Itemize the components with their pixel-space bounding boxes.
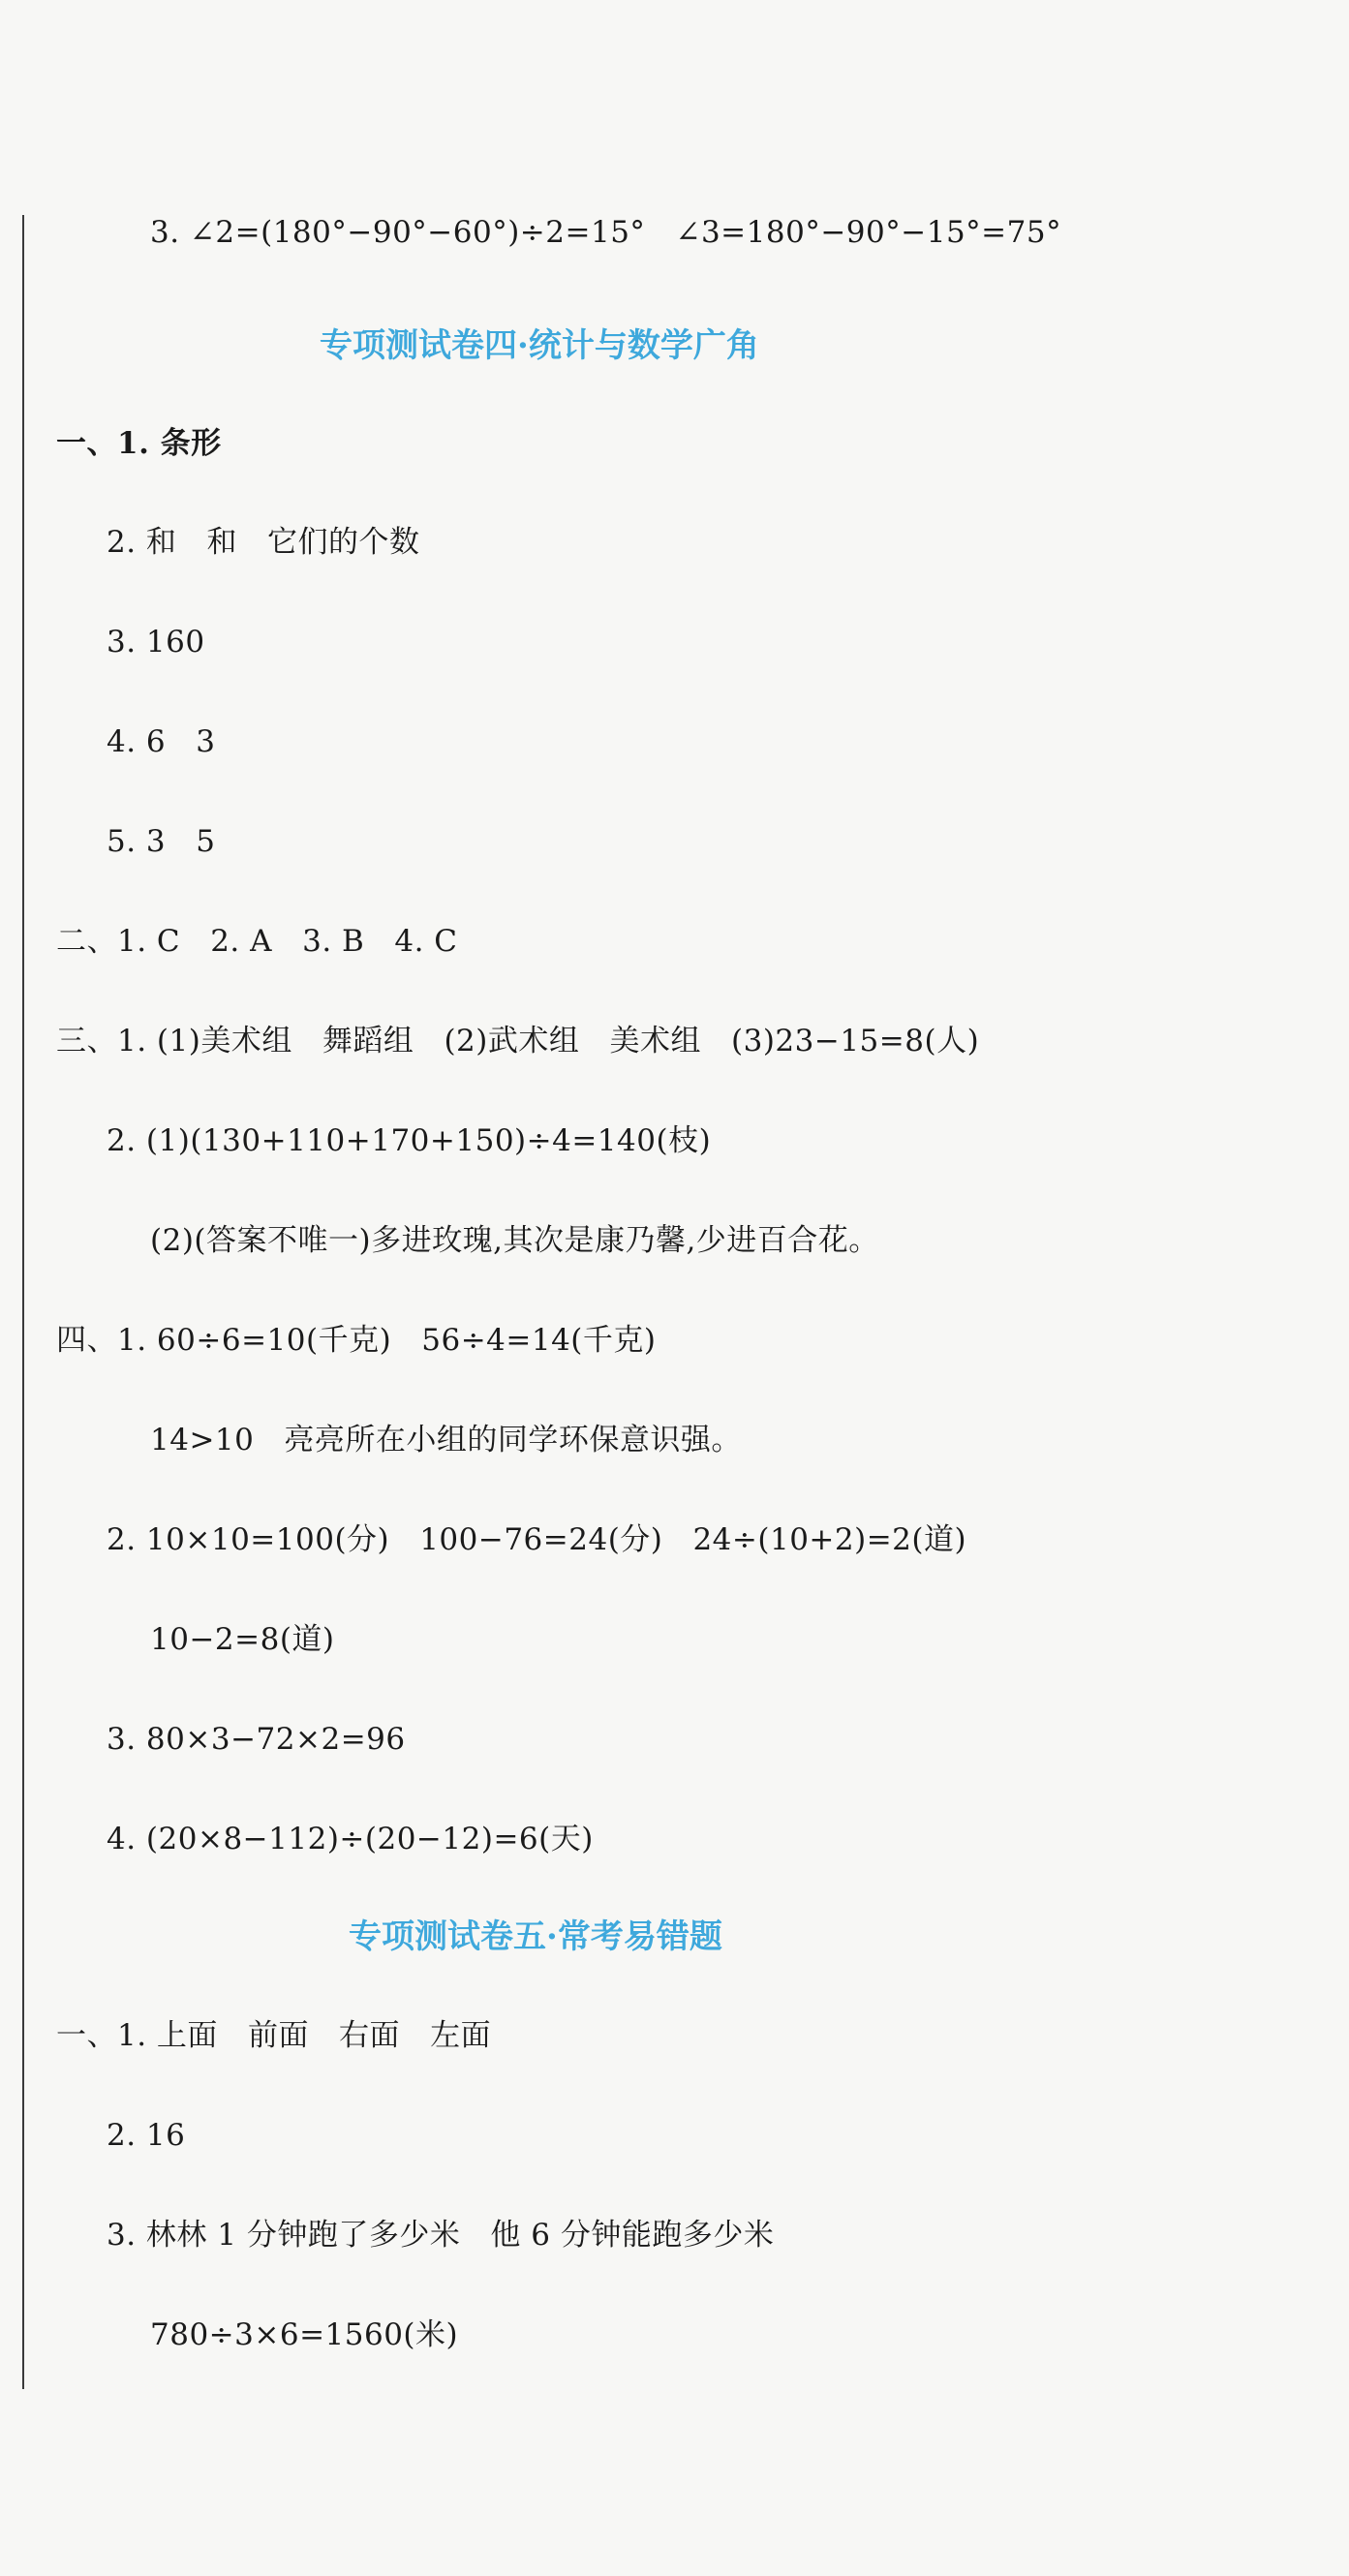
answer-line: 4. (20×8−112)÷(20−12)=6(天) [107,1822,594,1856]
answer-line: 一、1. 上面 前面 右面 左面 [56,2018,492,2053]
answer-line: 3. 160 [107,625,205,659]
answer-line: 2. 和 和 它们的个数 [107,525,420,560]
section-heading: 专项测试卷五·常考易错题 [349,1917,722,1956]
answer-line: 780÷3×6=1560(米) [150,2317,459,2352]
answer-line: 10−2=8(道) [150,1622,335,1657]
answer-line: 3. ∠2=(180°−90°−60°)÷2=15° ∠3=180°−90°−15°=75° [150,215,1062,250]
answer-line: 3. 80×3−72×2=96 [107,1722,406,1757]
answer-line: 一、1. 条形 [56,426,222,461]
answer-line: 二、1. C 2. A 3. B 4. C [56,924,458,959]
answer-line: 2. 16 [107,2118,186,2153]
answer-line: 四、1. 60÷6=10(千克) 56÷4=14(千克) [56,1323,657,1358]
answer-line: 3. 林林 1 分钟跑了多少米 他 6 分钟能跑多少米 [107,2218,775,2253]
answer-line: 4. 6 3 [107,724,216,759]
answer-line: (2)(答案不唯一)多进玫瑰,其次是康乃馨,少进百合花。 [150,1223,879,1258]
answer-line: 三、1. (1)美术组 舞蹈组 (2)武术组 美术组 (3)23−15=8(人) [56,1024,980,1058]
answer-line: 2. (1)(130+110+170+150)÷4=140(枝) [107,1123,712,1158]
answer-line: 5. 3 5 [107,824,216,859]
answer-line: 2. 10×10=100(分) 100−76=24(分) 24÷(10+2)=2(道) [107,1522,967,1557]
left-margin-rule [22,215,24,2389]
answer-line: 14>10 亮亮所在小组的同学环保意识强。 [150,1423,742,1457]
section-heading: 专项测试卷四·统计与数学广角 [320,326,759,365]
